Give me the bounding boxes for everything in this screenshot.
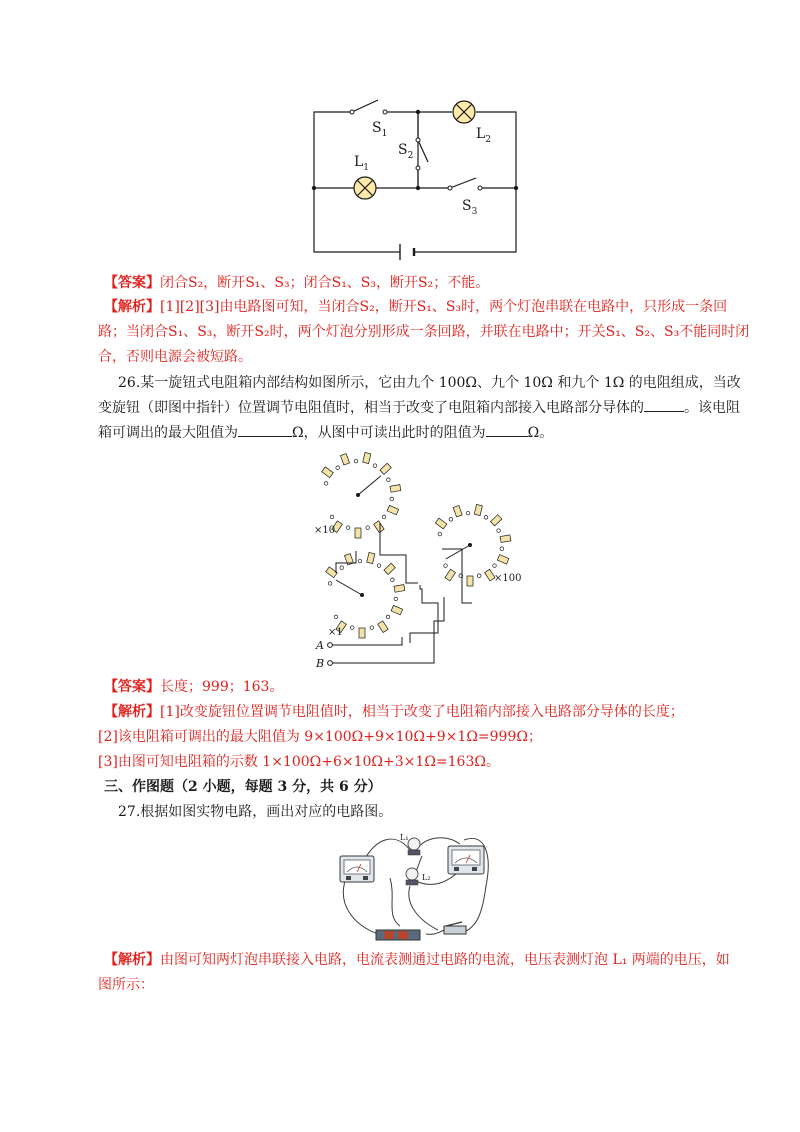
analysis-tag: 【解析】: [104, 952, 160, 968]
dial-contact: [466, 511, 470, 515]
q26-analysis-line-1: [104, 702, 734, 722]
resistor-element: [491, 515, 502, 526]
battery-icon: [376, 930, 420, 940]
dial-contact: [386, 615, 390, 619]
dial-contact: [377, 564, 381, 568]
dial-contact: [493, 564, 497, 568]
q26-question-line-3: 箱可调出的最大阻值为 Ω，从图中可读出此时的阻值为 Ω。: [98, 422, 728, 443]
answer-blank-2: [238, 422, 292, 437]
q26-answer: [104, 677, 734, 697]
dial-contact: [382, 515, 386, 519]
q26-analysis-line-2: [2]该电阻箱可调出的最大阻值为 9×100Ω+9×10Ω+9×1Ω=999Ω；: [98, 729, 542, 745]
dial-contact: [370, 626, 374, 630]
resistor-element: [474, 504, 482, 515]
dial-pointer: [358, 476, 381, 495]
terminal-a-label: A: [316, 639, 324, 652]
resistor-element: [384, 563, 395, 574]
dial-contact: [394, 597, 398, 601]
analysis-text: [1][2][3]由电路图可知，当闭合S₂，断开S₁、S₃时，两个灯泡串联在电路中，只形成一条回: [160, 299, 728, 315]
dial-contact: [346, 526, 350, 530]
analysis-tag: 【解析】: [104, 704, 160, 720]
q26-question-line-1: 26.某一旋钮式电阻箱内部结构如图所示，它由九个 100Ω、九个 10Ω 和九个 1Ω 的电阻组成，当改: [118, 375, 741, 391]
analysis-tag: 【解析】: [104, 299, 160, 315]
dial-contact: [340, 566, 344, 570]
dial-contact: [334, 615, 338, 619]
q27-analysis-line-2: 图所示：: [98, 977, 154, 993]
dial-pointer: [446, 545, 470, 559]
dial-contact: [358, 559, 362, 563]
q25-analysis-line-1: [104, 297, 734, 317]
bulb-l1-icon: [408, 838, 420, 855]
resistor-element: [355, 528, 361, 538]
resistor-element: [500, 535, 511, 543]
dial-contact: [366, 526, 370, 530]
dial-contact: [438, 532, 442, 536]
resistor-element: [380, 463, 391, 474]
resistor-element: [467, 576, 473, 586]
dial-contact: [500, 547, 504, 551]
dial-contact: [373, 464, 377, 468]
resistor-element: [394, 585, 405, 593]
dial-contact: [330, 515, 334, 519]
dial-hub: [356, 493, 360, 497]
dial-hub: [468, 543, 472, 547]
dial-contact: [354, 459, 358, 463]
resistor-element: [363, 452, 371, 463]
lamp-l2-icon: [453, 101, 475, 123]
dial-contact: [390, 497, 394, 501]
answer-tag: 【答案】: [104, 275, 160, 291]
resistor-element: [359, 628, 365, 638]
lamp-l1-icon: [354, 177, 376, 199]
q25-analysis-line-3: 合，否则电源会被短路。: [98, 349, 252, 365]
resistor-element: [340, 454, 349, 465]
physical-circuit-figure: [326, 826, 496, 944]
dial-x1: [326, 552, 405, 638]
resistor-element: [390, 485, 401, 493]
resistor-element: [367, 552, 375, 563]
resistor-element: [387, 505, 399, 514]
label-x10: ×10: [314, 525, 336, 536]
q26-question-line-2: 变旋钮（即图中指针）位置调节电阻值时，相当于改变了电阻箱内部接入电路部分导体的 。该电阻: [98, 397, 728, 418]
resistance-box-figure: [306, 445, 530, 671]
dial-contact: [350, 626, 354, 630]
svg-text:S3: $S_3$: [462, 198, 478, 217]
q25-answer: [104, 273, 734, 293]
label-x100: ×100: [494, 573, 522, 584]
dial-contact: [324, 482, 328, 486]
q26-analysis-line-3: [3]由图可知电阻箱的示数 1×100Ω+6×10Ω+3×1Ω=163Ω。: [98, 754, 500, 770]
dial-contact: [328, 582, 332, 586]
dial-hub: [360, 593, 364, 597]
analysis-text: 由图可知两灯泡串联接入电路，电流表测通过电路的电流，电压表测灯泡 L₁ 两端的电压，如: [160, 952, 730, 968]
dial-contact: [444, 564, 448, 568]
label-x1: ×1: [328, 627, 343, 638]
ammeter-icon: [340, 856, 374, 882]
dial-contact: [449, 518, 453, 522]
terminal-b-label: B: [316, 657, 325, 670]
answer-blank-1: [644, 397, 684, 412]
svg-text:L1: $L_1$: [354, 154, 370, 173]
resistor-element: [435, 518, 447, 529]
q27-question: 27.根据如图实物电路，画出对应的电路图。: [118, 804, 393, 820]
resistor-element: [497, 555, 509, 564]
answer-tag: 【答案】: [104, 679, 160, 695]
voltmeter-icon: [448, 846, 484, 874]
bulb-l2-icon: [406, 868, 418, 885]
dial-contact: [497, 529, 501, 533]
svg-text:S2: $S_2$: [398, 142, 414, 161]
resistor-element: [322, 467, 334, 478]
dial-contact: [391, 578, 395, 582]
dial-contact: [387, 478, 391, 482]
dial-contact: [477, 574, 481, 578]
q27-analysis-line-1: [104, 950, 734, 970]
resistor-element: [453, 505, 462, 516]
section-heading: 三、作图题（2 小题，每题 3 分，共 6 分）: [104, 779, 382, 795]
dial-contact: [336, 466, 340, 470]
resistor-element: [374, 521, 385, 533]
answer-text: 长度；999；163。: [160, 679, 284, 695]
resistor-element: [391, 605, 403, 614]
answer-blank-3: [486, 422, 528, 437]
q25-analysis-line-2: 路；当闭合S₁、S₃，断开S₂时，两个灯泡分别形成一条回路，并联在电路中；开关S₁、S₂、S₃不能同时闭: [98, 324, 750, 340]
dial-pointer: [336, 580, 362, 595]
analysis-text: [1]改变旋钮位置调节电阻值时，相当于改变了电阻箱内部接入电路部分导体的长度；: [160, 704, 684, 720]
answer-text: 闭合S₂，断开S₁、S₃；闭合S₁、S₃，断开S₂；不能。: [160, 275, 490, 291]
svg-text:L2: $L_2$: [476, 126, 492, 145]
dial-contact: [484, 516, 488, 520]
label-l1: L₁: [400, 833, 409, 842]
circuit-diagram-figure: [300, 88, 530, 263]
svg-text:S1: $S_1$: [372, 120, 388, 139]
resistor-element: [445, 569, 456, 581]
resistor-element: [378, 621, 389, 633]
label-l2: L₂: [422, 873, 431, 882]
switch-icon: [444, 922, 466, 934]
